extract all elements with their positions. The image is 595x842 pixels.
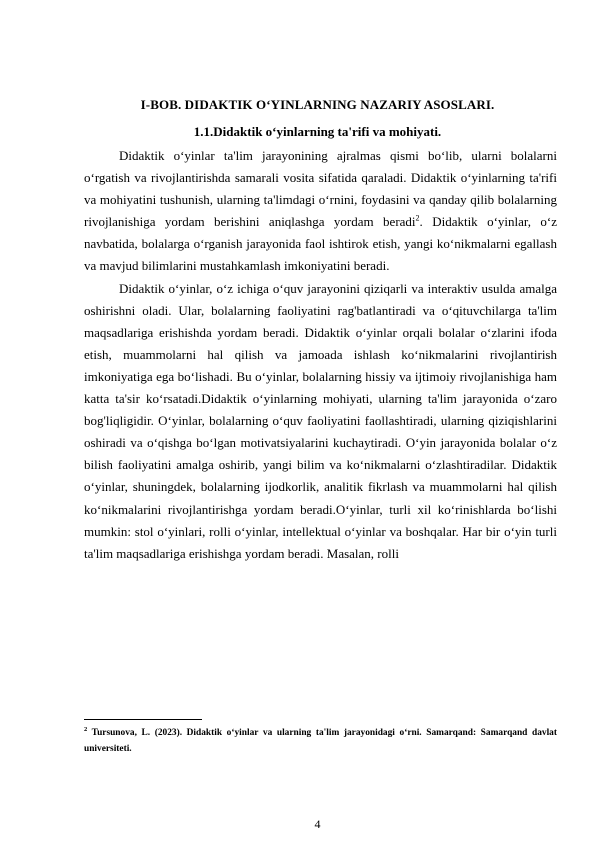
paragraph: Didaktik o‘yinlar, o‘z ichiga o‘quv jarayonini qiziqarli va interaktiv usulda amalga oshirishni oladi. Ular, bolalarning faoliyatini rag'batlantiradi va o‘qituvchilarga ta'lim maqsadlariga erishishda yordam beradi. Didaktik o‘yinlar orqali bolalar o‘zlarini ifoda etish, muammolarni hal qilish va jamoada ishlash ko‘nikmalarini rivojlantirish imkoniyatiga ega bo‘lishadi. Bu o‘yinlar, bolalarning hissiy va ijtimoiy rivojlanishiga ham katta ta'sir ko‘rsatadi.Didaktik o‘yinlarning mohiyati, ularning ta'lim jarayonida o‘zaro bog'liqligidir. O‘yinlar, bolalarning o‘quv faoliyatini faollashtiradi, ularning qiziqishlarini oshiradi va o‘qishga bo‘lgan motivatsiyalarini kuchaytiradi. O‘yin jarayonida bolalar o‘z bilish faoliyatini amalga oshirib, yangi bilim va ko‘nikmalarni o‘zlashtiradilar. Didaktik o‘yinlar, shuningdek, bolalarning ijodkorlik, analitik fikrlash va muammolarni hal qilish ko‘nikmalarini rivojlantirishga yordam beradi.O‘yinlar, turli xil ko‘rinishlarda bo‘lishi mumkin: stol o‘yinlari, rolli o‘yinlar, intellektual o‘yinlar va boshqalar. Har bir o‘yin turli ta'lim maqsadlariga erishishga yordam beradi. Masalan, rolli [84,280,557,561]
footnote-separator [84,719,202,720]
body-text [84,145,557,565]
paragraph-text: . Didaktik o‘yinlar, o‘z navbatida, bolalarga o‘rganish jarayonida faol ishtirok etish, yangi ko‘nikmalarni egallash va mavjud bilimlarini mustahkamlash imkoniyatini beradi. [84,214,557,274]
footnote-text: Tursunova, L. (2023). Didaktik o‘yinlar va ularning ta'lim jarayonidagi o‘rni. Samarqand: Samarqand davlat universiteti. [84,728,557,754]
footnote-reference[interactable]: 2 [415,213,420,223]
page-number: 4 [314,817,321,831]
footnote-mark: 2 [84,725,88,733]
chapter-title: I-BOB. DIDAKTIK O‘YINLARNING NAZARIY ASOSLARI. [140,97,495,112]
footnote [84,725,557,757]
section-title: 1.1.Didaktik o‘yinlarning ta'rifi va mohiyati. [193,124,442,139]
paragraph-text: Didaktik o‘yinlar ta'lim jarayonining ajralmas qismi bo‘lib, ularni bolalarni o‘rgatish va rivojlantirishda samarali vosita sifatida qaraladi. Didaktik o‘yinlarning ta'rifi va mohiyatini tushunish, ularning ta'limdagi o‘rnini, foydasini va qanday qilib bolalarning rivojlanishiga yordam berishini aniqlashga yordam beradi [84,148,557,230]
paragraph [84,145,557,278]
